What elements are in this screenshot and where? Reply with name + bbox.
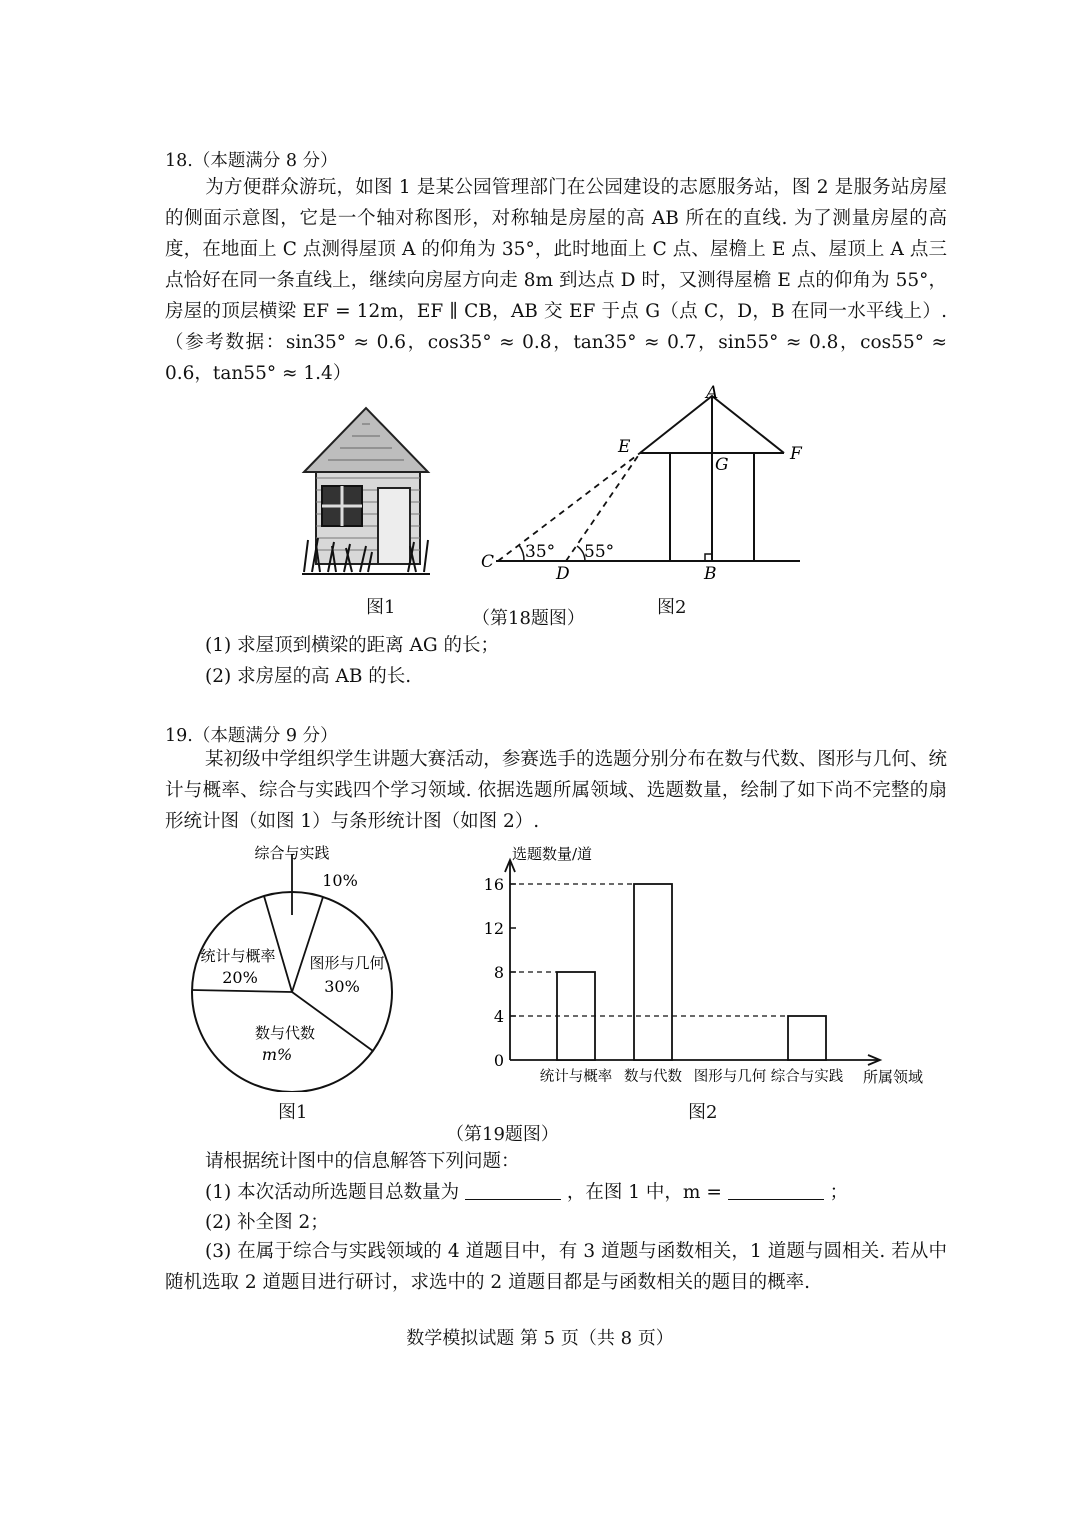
q18-sub2: (2) 求房屋的高 AB 的长. [205,666,412,687]
q18-text: 为方便群众游玩，如图 1 是某公园管理部门在公园建设的志愿服务站，图 2 是服务站房屋的侧面示意图，它是一个轴对称图形，对称轴是房屋的高 AB 所在的直线. 为了测量房屋的高度，在地面上 C 点测得屋顶 A 的仰角为 35°，此时地面上 C 点、屋檐上 E 点、屋顶上 A 点三点恰好在同一条直线上，继续向房屋方向走 8m 到达点 D 时，又测得屋檐 E 点的仰角为 55°，房屋的顶层横梁 EF = 12m，EF ∥ CB，AB 交 EF 于点 G（点 C，D，B 在同一水平线上）. （参考数据：sin35° ≈ 0.6，cos35° ≈ 0.8，tan35° ≈ 0.7，sin55° ≈ 0.8，cos55° ≈ 0.6，tan55° ≈ 1.4） [165,177,947,384]
answer-blank-total[interactable] [465,1181,561,1200]
y-tick-label: 16 [483,875,504,894]
y-tick-label: 4 [493,1007,504,1026]
angle-55-label: 55° [584,542,615,562]
x-category-label: 图形与几何 [693,1069,767,1085]
label-a: A [706,383,719,403]
q19-sub3: (3) 在属于综合与实践领域的 4 道题目中，有 3 道题与函数相关，1 道题与圆相关. 若从中随机选取 2 道题目进行研讨，求选中的 2 道题目都是与函数相关的题目的概率. [165,1241,947,1293]
bar-chart-xlabel: 所属领域 [863,1068,924,1086]
q19-header: 19.（本题满分 9 分） [165,726,338,746]
pie-label-practice: 综合与实践 [254,844,330,862]
q19-prompt: 请根据统计图中的信息解答下列问题： [205,1151,520,1172]
label-g: G [715,455,729,475]
q19-figure-caption: （第19题图） [446,1124,559,1145]
page-footer: 数学模拟试题 第 5 页（共 8 页） [406,1328,674,1349]
answer-blank-m[interactable] [728,1181,824,1200]
pie-value-algebra: m% [261,1045,293,1064]
label-c: C [481,552,495,572]
angle-35-label: 35° [525,542,556,562]
label-e: E [618,437,631,457]
pie-value-practice: 10% [322,871,358,890]
q19-fig1-caption: 图1 [278,1102,308,1123]
pie-label-geometry: 图形与几何 [309,954,385,972]
bar [634,884,672,1060]
pie-label-algebra: 数与代数 [254,1024,316,1042]
y-tick-label: 8 [493,963,504,982]
q19-fig2-caption: 图2 [688,1102,718,1123]
pie-value-geometry: 30% [324,977,360,996]
y-tick-label: 0 [493,1051,504,1070]
pie-value-statistics: 20% [222,968,258,987]
q18-header: 18.（本题满分 8 分） [165,151,338,171]
bar-chart-ylabel: 选题数量/道 [512,845,593,863]
q18-geometry-diagram [470,380,810,585]
label-b: B [704,564,717,584]
q18-figure-caption: （第18题图） [472,608,585,629]
bar [788,1016,826,1060]
house-illustration [298,402,434,580]
x-category-label: 综合与实践 [770,1069,844,1085]
q18-sub1: (1) 求屋顶到横梁的距离 AG 的长； [205,635,499,656]
q19-sub1: (1) 本次活动所选题目总数量为 ，在图 1 中，m = ； [205,1182,849,1203]
label-f: F [790,444,802,464]
bar-chart [480,840,950,1090]
y-tick-label: 12 [483,919,504,938]
label-d: D [556,564,570,584]
x-category-label: 统计与概率 [539,1069,613,1085]
q18-fig2-caption: 图2 [657,597,687,618]
pie-label-statistics: 统计与概率 [200,947,276,965]
pie-chart [175,842,420,1092]
q18-fig1-caption: 图1 [366,597,396,618]
x-category-label: 数与代数 [624,1069,682,1085]
q19-text: 某初级中学组织学生讲题大赛活动，参赛选手的选题分别分布在数与代数、图形与几何、统计与概率、综合与实践四个学习领域. 依据选题所属领域、选题数量，绘制了如下尚不完整的扇形统计图（如图 1）与条形统计图（如图 2）. [165,749,947,832]
q19-sub2: (2) 补全图 2； [205,1212,329,1233]
